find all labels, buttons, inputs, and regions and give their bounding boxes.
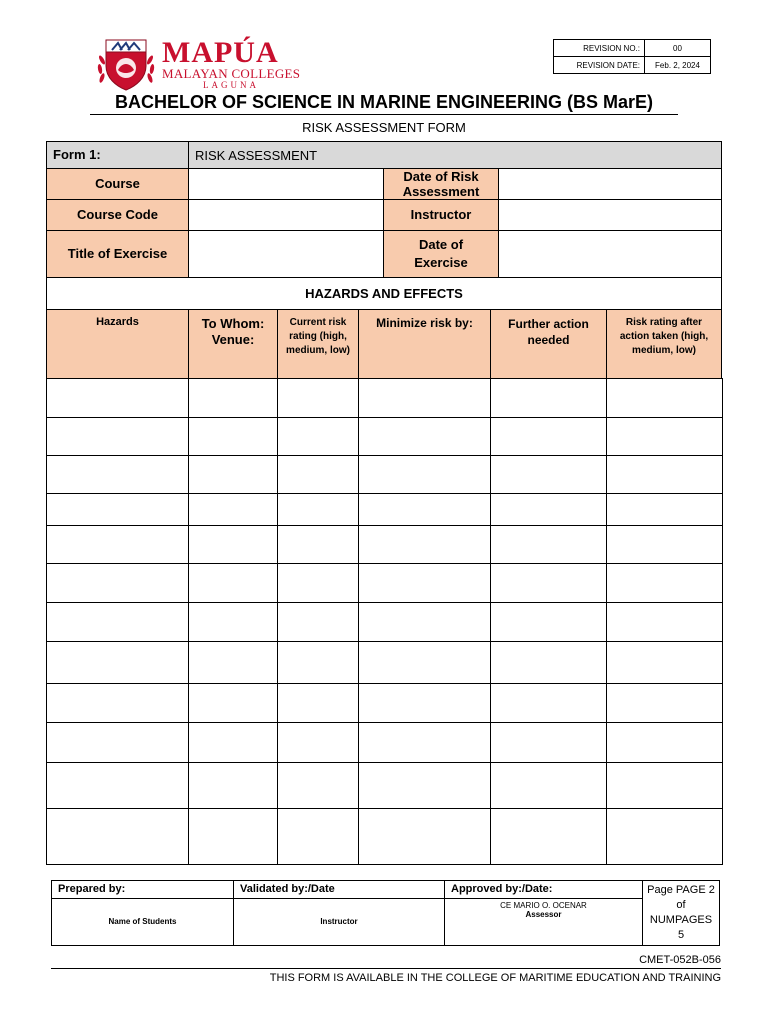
hazard-cell[interactable] xyxy=(46,525,189,564)
hazard-cell[interactable] xyxy=(277,602,359,642)
hazard-cell[interactable] xyxy=(490,417,607,456)
hazard-cell[interactable] xyxy=(277,808,359,865)
hazard-cell[interactable] xyxy=(46,378,189,418)
hazard-cell[interactable] xyxy=(188,525,278,564)
hazard-cell[interactable] xyxy=(606,417,723,456)
hazard-cell[interactable] xyxy=(490,722,607,763)
col-current-risk-label: Current risk rating (high, medium, low) xyxy=(286,317,350,356)
hazard-cell[interactable] xyxy=(188,683,278,723)
hazard-cell[interactable] xyxy=(358,808,491,865)
hazards-section-title: HAZARDS AND EFFECTS xyxy=(305,285,463,301)
hazard-cell[interactable] xyxy=(358,563,491,603)
hazard-cell[interactable] xyxy=(188,493,278,526)
prepared-name: Name of Students xyxy=(108,917,177,927)
hazard-cell[interactable] xyxy=(277,722,359,763)
title-label: Title of Exercise xyxy=(67,246,168,261)
col-further-action-label: Further action needed xyxy=(508,317,589,347)
approver-name: CE MARIO O. OCENAR xyxy=(500,900,587,910)
validated-name: Instructor xyxy=(320,917,358,927)
approved-label: Approved by:/Date: xyxy=(445,881,643,899)
revision-table xyxy=(553,39,711,74)
date-exercise-label: Date of Exercise xyxy=(414,237,468,270)
hazard-cell[interactable] xyxy=(358,417,491,456)
validated-signature[interactable] xyxy=(234,898,445,945)
hazard-cell[interactable] xyxy=(490,493,607,526)
hazard-cell[interactable] xyxy=(606,525,723,564)
hazard-cell[interactable] xyxy=(46,641,189,684)
date-risk-field[interactable] xyxy=(498,168,722,200)
logo-year: 1925 xyxy=(121,84,129,89)
course-code-label-cell xyxy=(46,199,189,231)
hazard-cell[interactable] xyxy=(277,493,359,526)
hazard-cell[interactable] xyxy=(46,417,189,456)
hazard-cell[interactable] xyxy=(46,602,189,642)
program-title: BACHELOR OF SCIENCE IN MARINE ENGINEERING (BS MarE) xyxy=(114,92,654,112)
title-label-cell xyxy=(46,230,189,278)
col-hazards-label: Hazards xyxy=(96,316,139,328)
hazard-cell[interactable] xyxy=(46,493,189,526)
col-risk-after xyxy=(606,309,722,379)
hazard-cell[interactable] xyxy=(606,378,723,418)
hazard-cell[interactable] xyxy=(46,722,189,763)
validated-label: Validated by:/Date xyxy=(234,881,445,899)
hazard-cell[interactable] xyxy=(358,378,491,418)
hazard-cell[interactable] xyxy=(490,602,607,642)
hazard-cell[interactable] xyxy=(490,683,607,723)
hazard-cell[interactable] xyxy=(490,563,607,603)
prepared-signature[interactable] xyxy=(52,898,234,945)
approver-role: Assessor xyxy=(525,909,562,919)
course-code-label: Course Code xyxy=(77,207,158,222)
hazard-cell[interactable] xyxy=(606,641,723,684)
availability-note: THIS FORM IS AVAILABLE IN THE COLLEGE OF MARITIME EDUCATION AND TRAINING xyxy=(269,972,721,984)
hazards-section-header xyxy=(46,277,722,310)
hazard-cell[interactable] xyxy=(46,762,189,809)
hazard-cell[interactable] xyxy=(277,378,359,418)
hazard-cell[interactable] xyxy=(46,683,189,723)
hazard-cell[interactable] xyxy=(606,602,723,642)
course-label-cell xyxy=(46,168,189,200)
hazard-cell[interactable] xyxy=(490,378,607,418)
col-hazards xyxy=(46,309,189,379)
col-to-whom xyxy=(188,309,278,379)
course-label: Course xyxy=(95,176,140,191)
hazard-cell[interactable] xyxy=(188,563,278,603)
program-underline xyxy=(90,114,678,115)
hazard-cell[interactable] xyxy=(277,455,359,494)
hazard-cell[interactable] xyxy=(46,455,189,494)
hazard-cell[interactable] xyxy=(277,762,359,809)
col-current-risk xyxy=(277,309,359,379)
date-risk-label-cell xyxy=(383,168,499,200)
hazard-cell[interactable] xyxy=(188,602,278,642)
hazard-cell[interactable] xyxy=(188,722,278,763)
brand-subtitle: MALAYAN COLLEGES xyxy=(162,66,301,81)
hazard-cell[interactable] xyxy=(188,808,278,865)
prepared-label: Prepared by: xyxy=(52,881,234,899)
signature-table xyxy=(51,880,720,946)
col-further-action xyxy=(490,309,607,379)
hazard-cell[interactable] xyxy=(188,762,278,809)
document-number: CMET-052B-056 xyxy=(639,954,721,966)
hazard-cell[interactable] xyxy=(358,641,491,684)
hazard-cell[interactable] xyxy=(358,722,491,763)
instructor-field[interactable] xyxy=(498,199,722,231)
hazard-cell[interactable] xyxy=(606,455,723,494)
hazard-cell[interactable] xyxy=(606,722,723,763)
hazard-cell[interactable] xyxy=(490,525,607,564)
date-exercise-label-cell xyxy=(383,230,499,278)
course-code-field[interactable] xyxy=(188,199,384,231)
revision-date-value: Feb. 2, 2024 xyxy=(645,57,711,74)
revision-no-label: REVISION NO.: xyxy=(554,40,645,57)
hazard-cell[interactable] xyxy=(490,762,607,809)
col-risk-after-label: Risk rating after action taken (high, medium, low) xyxy=(619,317,709,356)
date-exercise-field[interactable] xyxy=(498,230,722,278)
hazard-cell[interactable] xyxy=(188,455,278,494)
hazard-cell[interactable] xyxy=(490,808,607,865)
hazard-cell[interactable] xyxy=(277,417,359,456)
hazard-cell[interactable] xyxy=(606,762,723,809)
date-risk-label: Date of Risk Assessment xyxy=(402,169,480,199)
course-field[interactable] xyxy=(188,168,384,200)
brand-name: MAPÚA xyxy=(162,36,279,69)
form-number-text: Form 1: xyxy=(53,147,101,162)
hazard-cell[interactable] xyxy=(606,683,723,723)
hazard-cell[interactable] xyxy=(188,378,278,418)
col-minimize xyxy=(358,309,491,379)
hazard-cell[interactable] xyxy=(358,525,491,564)
hazard-cell[interactable] xyxy=(358,762,491,809)
footer-rule xyxy=(51,968,721,969)
hazard-cell[interactable] xyxy=(277,683,359,723)
form-number-label xyxy=(46,141,189,169)
hazard-cell[interactable] xyxy=(490,455,607,494)
hazard-cell[interactable] xyxy=(46,563,189,603)
form-name-text: RISK ASSESSMENT xyxy=(195,147,318,163)
hazard-cell[interactable] xyxy=(606,493,723,526)
hazard-cell[interactable] xyxy=(606,563,723,603)
hazard-cell[interactable] xyxy=(277,525,359,564)
hazard-cell[interactable] xyxy=(46,808,189,865)
brand-location: LAGUNA xyxy=(203,80,259,90)
hazard-cell[interactable] xyxy=(606,808,723,865)
form-title: RISK ASSESSMENT FORM xyxy=(302,120,466,135)
col-minimize-label: Minimize risk by: xyxy=(376,316,473,330)
hazard-cell[interactable] xyxy=(188,417,278,456)
hazard-cell[interactable] xyxy=(358,455,491,494)
approved-signature[interactable] xyxy=(445,898,643,945)
page-number: Page PAGE 2 of NUMPAGES 5 xyxy=(643,881,720,946)
col-to-whom-label: To Whom: Venue: xyxy=(201,316,265,347)
hazard-cell[interactable] xyxy=(358,602,491,642)
revision-no-value: 00 xyxy=(645,40,711,57)
hazard-cell[interactable] xyxy=(358,493,491,526)
hazard-cell[interactable] xyxy=(277,563,359,603)
instructor-label: Instructor xyxy=(410,207,472,222)
revision-date-label: REVISION DATE: xyxy=(554,57,645,74)
hazard-cell[interactable] xyxy=(277,641,359,684)
title-field[interactable] xyxy=(188,230,384,278)
hazard-cell[interactable] xyxy=(358,683,491,723)
hazard-cell[interactable] xyxy=(188,641,278,684)
hazard-cell[interactable] xyxy=(490,641,607,684)
instructor-label-cell xyxy=(383,199,499,231)
form-name-cell xyxy=(188,141,722,169)
